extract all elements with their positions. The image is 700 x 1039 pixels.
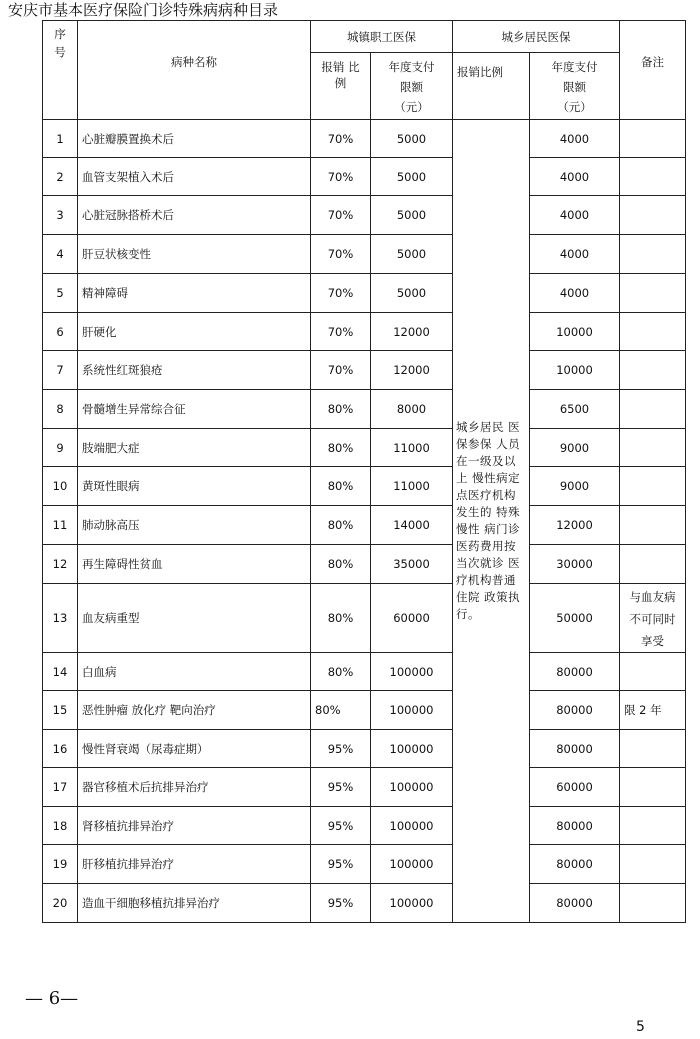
row-urban-ratio: 70%	[311, 158, 371, 196]
row-remark	[620, 884, 686, 923]
row-seq: 12	[43, 545, 78, 584]
row-urban-limit: 5000	[371, 158, 453, 196]
table-row	[43, 120, 686, 158]
header-disease-name: 病种名称	[78, 21, 311, 120]
row-rural-limit: 80000	[530, 807, 620, 845]
row-seq: 9	[43, 429, 78, 467]
row-rural-limit: 12000	[530, 506, 620, 545]
table-row	[43, 845, 686, 884]
header-urban-ratio: 报销 比 例	[311, 53, 371, 120]
row-urban-ratio: 70%	[311, 120, 371, 158]
table-row	[43, 196, 686, 235]
row-seq: 8	[43, 390, 78, 429]
row-seq: 15	[43, 691, 78, 730]
row-rural-limit: 9000	[530, 429, 620, 467]
row-urban-limit: 100000	[371, 768, 453, 807]
row-disease-name: 白血病	[78, 653, 311, 691]
row-urban-ratio: 70%	[311, 196, 371, 235]
row-remark	[620, 274, 686, 313]
row-remark	[620, 768, 686, 807]
row-urban-limit: 5000	[371, 274, 453, 313]
row-disease-name: 肝移植抗排异治疗	[78, 845, 311, 884]
row-urban-ratio: 70%	[311, 313, 371, 351]
row-rural-limit: 60000	[530, 768, 620, 807]
row-urban-limit: 100000	[371, 653, 453, 691]
row-disease-name: 肺动脉高压	[78, 506, 311, 545]
table-row	[43, 653, 686, 691]
row-remark	[620, 807, 686, 845]
row-urban-ratio: 80%	[311, 545, 371, 584]
row-remark	[620, 196, 686, 235]
row-urban-limit: 5000	[371, 235, 453, 274]
table-row	[43, 691, 686, 730]
row-seq: 4	[43, 235, 78, 274]
header-row-top	[43, 21, 686, 53]
row-urban-limit: 12000	[371, 313, 453, 351]
row-rural-limit: 4000	[530, 235, 620, 274]
row-seq: 6	[43, 313, 78, 351]
table-row	[43, 545, 686, 584]
table-row	[43, 467, 686, 506]
row-rural-limit: 6500	[530, 390, 620, 429]
header-urban-rural-resident-insurance: 城乡居民医保	[453, 21, 620, 53]
header-urban-employee-insurance: 城镇职工医保	[311, 21, 453, 53]
table-row	[43, 313, 686, 351]
row-urban-ratio: 70%	[311, 351, 371, 390]
row-disease-name: 精神障碍	[78, 274, 311, 313]
row-disease-name: 肝豆状核变性	[78, 235, 311, 274]
table-row	[43, 730, 686, 768]
row-disease-name: 系统性红斑狼疮	[78, 351, 311, 390]
row-urban-limit: 8000	[371, 390, 453, 429]
row-urban-limit: 5000	[371, 120, 453, 158]
row-disease-name: 慢性肾衰竭（尿毒症期）	[78, 730, 311, 768]
row-remark	[620, 351, 686, 390]
row-rural-limit: 4000	[530, 196, 620, 235]
row-rural-limit: 30000	[530, 545, 620, 584]
row-seq: 2	[43, 158, 78, 196]
table-row	[43, 807, 686, 845]
table-row	[43, 884, 686, 923]
row-urban-limit: 5000	[371, 196, 453, 235]
header-rural-ratio: 报销比例	[453, 53, 530, 120]
row-rural-limit: 10000	[530, 351, 620, 390]
row-rural-limit: 80000	[530, 691, 620, 730]
row-urban-limit: 100000	[371, 807, 453, 845]
row-seq: 14	[43, 653, 78, 691]
row-urban-ratio: 80%	[311, 429, 371, 467]
row-urban-ratio: 80%	[311, 584, 371, 653]
row-disease-name: 恶性肿瘤 放化疗 靶向治疗	[78, 691, 311, 730]
row-disease-name: 血管支架植入术后	[78, 158, 311, 196]
row-seq: 7	[43, 351, 78, 390]
row-remark	[620, 845, 686, 884]
row-seq: 20	[43, 884, 78, 923]
row-seq: 5	[43, 274, 78, 313]
row-disease-name: 骨髓增生异常综合征	[78, 390, 311, 429]
row-seq: 13	[43, 584, 78, 653]
row-remark	[620, 467, 686, 506]
row-disease-name: 肝硬化	[78, 313, 311, 351]
row-disease-name: 血友病重型	[78, 584, 311, 653]
row-disease-name: 器官移植术后抗排异治疗	[78, 768, 311, 807]
row-remark	[620, 429, 686, 467]
table-row	[43, 768, 686, 807]
row-urban-ratio: 80%	[311, 467, 371, 506]
table-row	[43, 351, 686, 390]
row-urban-ratio: 70%	[311, 274, 371, 313]
row-urban-limit: 11000	[371, 467, 453, 506]
row-seq: 19	[43, 845, 78, 884]
row-remark	[620, 313, 686, 351]
row-remark	[620, 235, 686, 274]
row-seq: 18	[43, 807, 78, 845]
row-urban-limit: 100000	[371, 691, 453, 730]
row-urban-limit: 35000	[371, 545, 453, 584]
row-urban-limit: 100000	[371, 730, 453, 768]
row-disease-name: 肢端肥大症	[78, 429, 311, 467]
row-remark	[620, 730, 686, 768]
disease-catalog-table	[42, 20, 686, 923]
row-urban-ratio: 95%	[311, 884, 371, 923]
row-remark	[620, 506, 686, 545]
header-remark: 备注	[620, 21, 686, 120]
page-marker: — 6—	[25, 988, 79, 1009]
table-row	[43, 584, 686, 653]
row-seq: 1	[43, 120, 78, 158]
row-urban-ratio: 95%	[311, 807, 371, 845]
row-urban-ratio: 70%	[311, 235, 371, 274]
row-urban-ratio: 80%	[311, 691, 371, 730]
row-urban-ratio: 80%	[311, 506, 371, 545]
table-row	[43, 274, 686, 313]
row-rural-limit: 80000	[530, 845, 620, 884]
table-row	[43, 235, 686, 274]
row-disease-name: 黄斑性眼病	[78, 467, 311, 506]
header-rural-limit: 年度支付 限额 （元）	[530, 53, 620, 120]
row-urban-limit: 100000	[371, 884, 453, 923]
row-urban-limit: 11000	[371, 429, 453, 467]
row-remark	[620, 390, 686, 429]
row-urban-limit: 60000	[371, 584, 453, 653]
table-row	[43, 390, 686, 429]
row-rural-limit: 4000	[530, 158, 620, 196]
row-urban-limit: 100000	[371, 845, 453, 884]
row-urban-limit: 14000	[371, 506, 453, 545]
row-urban-limit: 12000	[371, 351, 453, 390]
row-remark	[620, 120, 686, 158]
row-rural-limit: 80000	[530, 884, 620, 923]
row-rural-limit: 50000	[530, 584, 620, 653]
table-row	[43, 429, 686, 467]
row-disease-name: 造血干细胞移植抗排异治疗	[78, 884, 311, 923]
row-seq: 11	[43, 506, 78, 545]
row-seq: 3	[43, 196, 78, 235]
row-disease-name: 肾移植抗排异治疗	[78, 807, 311, 845]
row-remark	[620, 158, 686, 196]
page-number: 5	[636, 1019, 645, 1035]
row-seq: 10	[43, 467, 78, 506]
table-row	[43, 158, 686, 196]
row-remark	[620, 653, 686, 691]
row-rural-limit: 80000	[530, 653, 620, 691]
row-urban-ratio: 80%	[311, 390, 371, 429]
row-rural-limit: 9000	[530, 467, 620, 506]
document-title: 安庆市基本医疗保险门诊特殊病病种目录	[8, 1, 279, 19]
row-disease-name: 心脏瓣膜置换术后	[78, 120, 311, 158]
row-disease-name: 心脏冠脉搭桥术后	[78, 196, 311, 235]
row-rural-limit: 4000	[530, 274, 620, 313]
row-remark: 与血友病 不可同时 享受	[620, 584, 686, 653]
row-remark	[620, 545, 686, 584]
row-urban-ratio: 95%	[311, 730, 371, 768]
row-rural-limit: 4000	[530, 120, 620, 158]
row-remark: 限 2 年	[620, 691, 686, 730]
row-disease-name: 再生障碍性贫血	[78, 545, 311, 584]
row-rural-limit: 10000	[530, 313, 620, 351]
table-row	[43, 506, 686, 545]
row-seq: 16	[43, 730, 78, 768]
rural-ratio-policy-note: 城乡居民 医保参保 人员在一级及以上 慢性病定 点医疗机构发生的 特殊慢性 病门诊医药费用按 当次就诊 医疗机构普通住院 政策执 行。	[453, 120, 530, 923]
row-seq: 17	[43, 768, 78, 807]
row-urban-ratio: 80%	[311, 653, 371, 691]
row-urban-ratio: 95%	[311, 845, 371, 884]
row-rural-limit: 80000	[530, 730, 620, 768]
header-urban-limit: 年度支付 限额 （元）	[371, 53, 453, 120]
header-seq: 序 号	[43, 21, 78, 120]
row-urban-ratio: 95%	[311, 768, 371, 807]
